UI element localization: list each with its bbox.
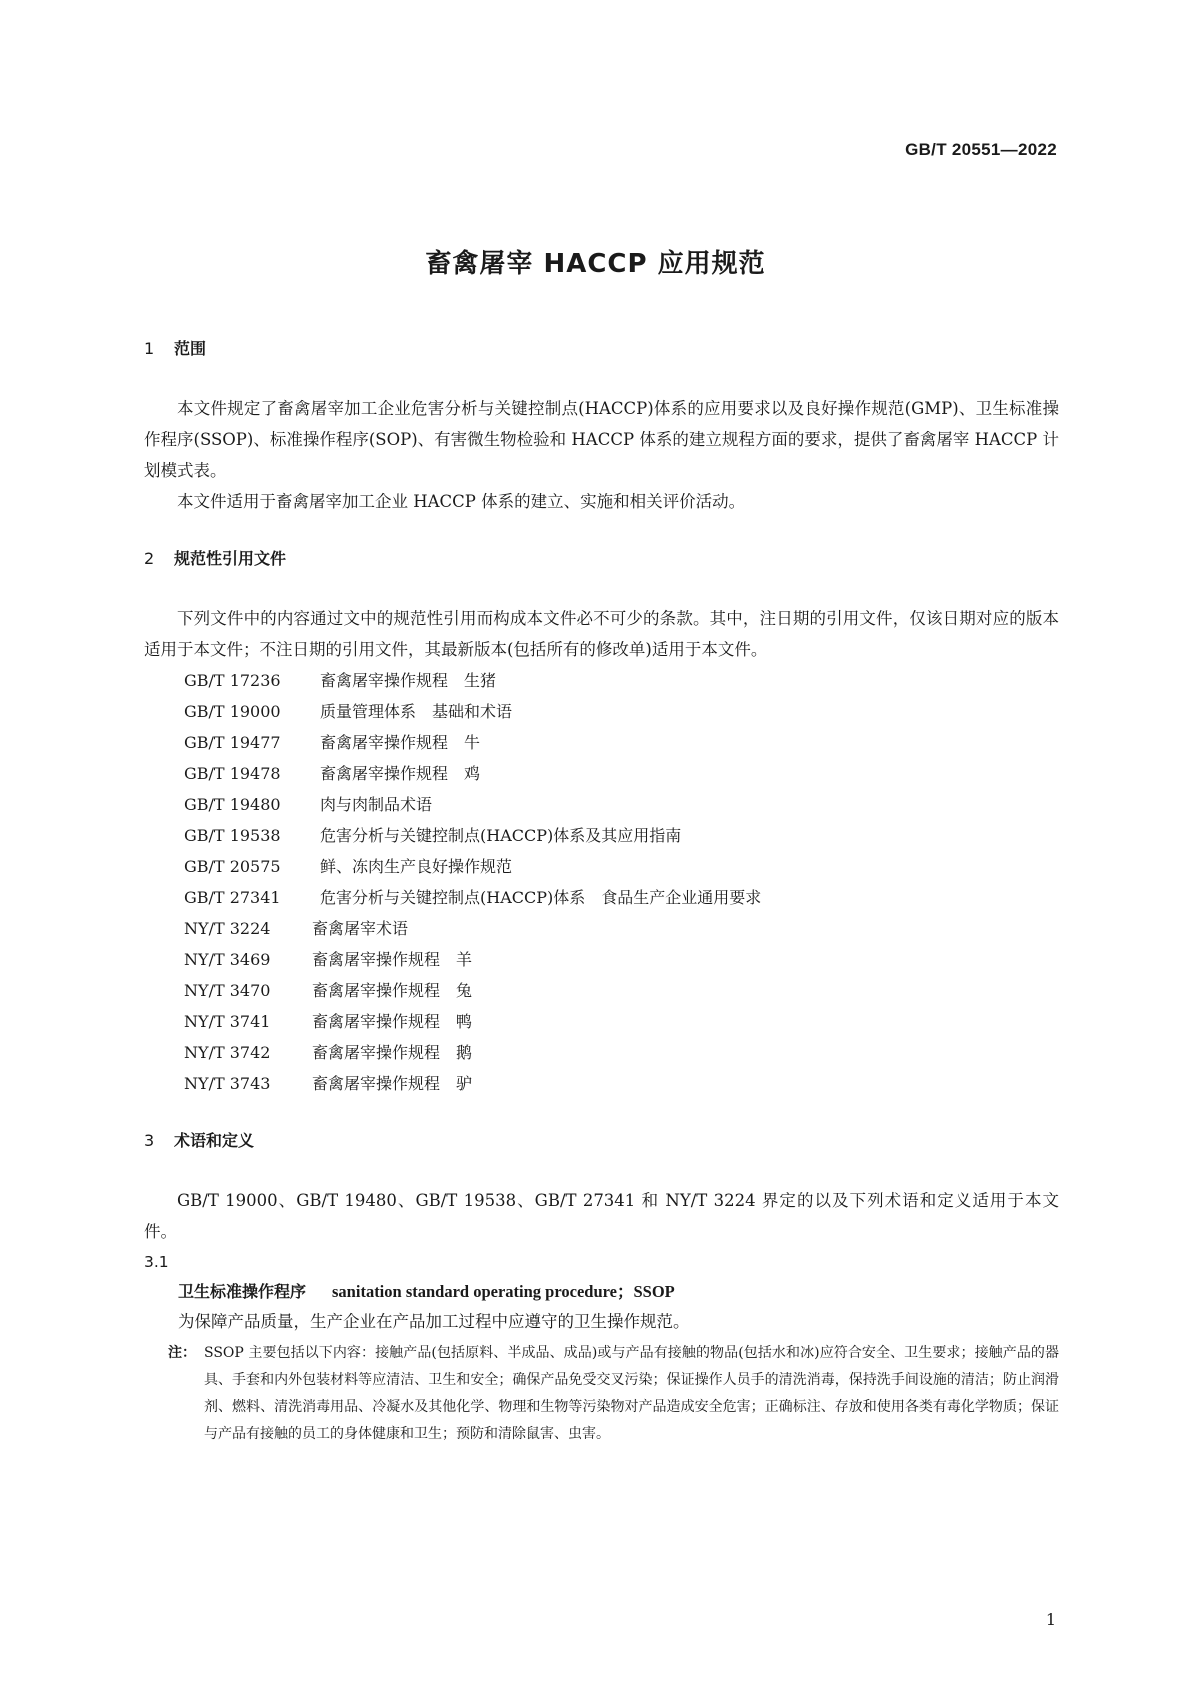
reference-title: 危害分析与关键控制点(HACCP)体系及其应用指南 [320,826,682,845]
reference-code: NY/T 3469 [184,950,271,969]
section-heading-terms-definitions [144,1127,1059,1155]
reference-item [144,1006,1059,1037]
reference-code: GB/T 19000 [184,702,281,721]
reference-item [144,820,1059,851]
reference-code: GB/T 20575 [184,857,281,876]
term-title-en: sanitation standard operating procedure；SSOP [332,1282,675,1301]
reference-code: GB/T 19480 [184,795,281,814]
term-title-zh: 卫生标准操作程序 [178,1282,307,1301]
reference-item [144,789,1059,820]
reference-list [144,665,1059,1099]
reference-title: 畜禽屠宰操作规程 鸭 [312,1012,473,1031]
reference-title: 畜禽屠宰操作规程 羊 [312,950,473,969]
section-number: 2 [144,549,155,568]
reference-title: 鲜、冻肉生产良好操作规范 [320,857,513,876]
reference-title: 畜禽屠宰操作规程 牛 [320,733,481,752]
reference-code: GB/T 19478 [184,764,281,783]
section-title: 术语和定义 [174,1131,255,1150]
reference-title: 质量管理体系 基础和术语 [320,702,513,721]
term-title [144,1277,1059,1307]
reference-code: GB/T 19477 [184,733,281,752]
reference-item [144,758,1059,789]
scope-paragraph-1: 本文件规定了畜禽屠宰加工企业危害分析与关键控制点(HACCP)体系的应用要求以及良好操作规范(GMP)、卫生标准操作程序(SSOP)、标准操作程序(SOP)、有害微生物检验和 HACCP 体系的建立规程方面的要求，提供了畜禽屠宰 HACCP 计划模式表。 [144,399,1059,480]
section-heading-normative-references [144,545,1059,573]
reference-item [144,975,1059,1006]
reference-item [144,1037,1059,1068]
section-heading-scope [144,335,1059,363]
section-number: 1 [144,339,155,358]
reference-item [144,882,1059,913]
reference-item [144,913,1059,944]
reference-title: 畜禽屠宰操作规程 生猪 [320,671,497,690]
note-text: SSOP 主要包括以下内容：接触产品(包括原料、半成品、成品)或与产品有接触的物品(包括水和冰)应符合安全、卫生要求；接触产品的器具、手套和内外包装材料等应清洁、卫生和安全；确保产品免受交叉污染；保证操作人员手的清洗消毒，保持洗手间设施的清洁；防止润滑剂、燃料、清洗消毒用品、冷凝水及其他化学、物理和生物等污染物对产品造成安全危害；正确标注、存放和使用各类有毒化学物质；保证与产品有接触的员工的身体健康和卫生；预防和清除鼠害、虫害。 [204,1345,1059,1442]
reference-title: 危害分析与关键控制点(HACCP)体系 食品生产企业通用要求 [320,888,762,907]
reference-item [144,944,1059,975]
reference-code: GB/T 19538 [184,826,281,845]
reference-item [144,696,1059,727]
reference-title: 畜禽屠宰操作规程 鹅 [312,1043,473,1062]
reference-title: 畜禽屠宰术语 [312,919,409,938]
reference-item [144,727,1059,758]
terms-intro: GB/T 19000、GB/T 19480、GB/T 19538、GB/T 27341 和 NY/T 3224 界定的以及下列术语和定义适用于本文件。 [144,1191,1059,1241]
section-title: 规范性引用文件 [174,549,287,568]
reference-title: 畜禽屠宰操作规程 兔 [312,981,473,1000]
reference-code: NY/T 3742 [184,1043,271,1062]
section-title: 范围 [174,339,207,358]
reference-code: NY/T 3470 [184,981,271,1000]
note-label: 注： [168,1345,196,1361]
reference-item [144,1068,1059,1099]
term-note [144,1340,1059,1448]
reference-item [144,665,1059,696]
reference-code: NY/T 3743 [184,1074,271,1093]
document-title: 畜禽屠宰 HACCP 应用规范 [425,249,766,279]
reference-item [144,851,1059,882]
reference-code: GB/T 17236 [184,671,281,690]
reference-code: NY/T 3224 [184,919,271,938]
standard-code: GB/T 20551—2022 [905,140,1057,159]
reference-title: 畜禽屠宰操作规程 驴 [312,1074,473,1093]
page-number: 1 [1045,1610,1056,1629]
references-intro: 下列文件中的内容通过文中的规范性引用而构成本文件必不可少的条款。其中，注日期的引用文件，仅该日期对应的版本适用于本文件；不注日期的引用文件，其最新版本(包括所有的修改单)适用于本文件。 [144,609,1059,659]
reference-title: 畜禽屠宰操作规程 鸡 [320,764,481,783]
section-number: 3 [144,1131,155,1150]
reference-code: GB/T 27341 [184,888,281,907]
scope-paragraph-2: 本文件适用于畜禽屠宰加工企业 HACCP 体系的建立、实施和相关评价活动。 [177,492,746,511]
reference-title: 肉与肉制品术语 [320,795,433,814]
document-body [144,335,1059,1448]
term-definition: 为保障产品质量，生产企业在产品加工过程中应遵守的卫生操作规范。 [178,1312,690,1331]
reference-code: NY/T 3741 [184,1012,271,1031]
term-number: 3.1 [144,1253,169,1271]
